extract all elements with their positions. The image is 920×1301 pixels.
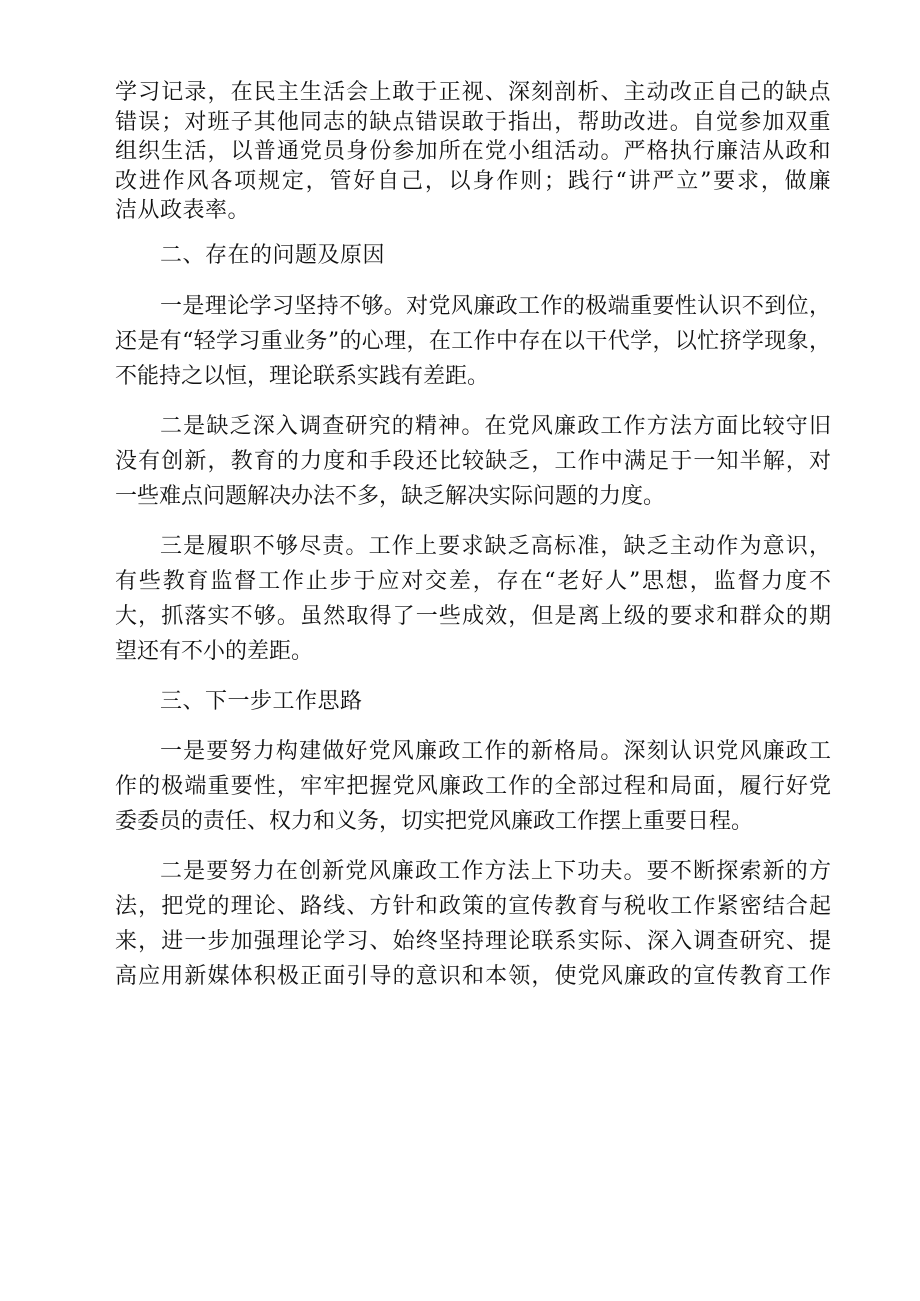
text-line: 学习记录，在民主生活会上敢于正视、深刻剖析、主动改正自己的缺点 xyxy=(115,80,831,105)
text-line: 望还有不小的差距。 xyxy=(115,638,314,664)
plan-paragraph-1 xyxy=(115,734,831,839)
text-line: 高应用新媒体积极正面引导的意识和本领，使党风廉政的宣传教育工作 xyxy=(115,963,831,989)
text-line: 来，进一步加强理论学习、始终坚持理论联系实际、深入调查研究、提 xyxy=(115,928,831,954)
problem-paragraph-3 xyxy=(115,529,831,669)
document-page xyxy=(115,78,831,994)
text-line: 三是履职不够尽责。工作上要求缺乏高标准，缺乏主动作为意识， xyxy=(160,533,831,559)
problem-paragraph-1 xyxy=(115,289,831,394)
text-line: 一些难点问题解决办法不多，缺乏解决实际问题的力度。 xyxy=(115,483,666,509)
text-line: 不能持之以恒，理论联系实践有差距。 xyxy=(115,363,490,389)
continuation-paragraph xyxy=(115,78,831,226)
text-line: 有些教育监督工作止步于应对交差，存在“老好人”思想，监督力度不 xyxy=(115,568,831,594)
text-line: 作的极端重要性，牢牢把握党风廉政工作的全部过程和局面，履行好党 xyxy=(115,773,831,799)
text-line: 一是要努力构建做好党风廉政工作的新格局。深刻认识党风廉政工 xyxy=(160,738,831,764)
section-heading-next-steps: 三、下一步工作思路 xyxy=(160,688,363,714)
plan-paragraph-2 xyxy=(115,854,831,994)
section-heading-problems: 二、存在的问题及原因 xyxy=(160,242,386,268)
text-line: 二是要努力在创新党风廉政工作方法上下功夫。要不断探索新的方 xyxy=(160,858,831,884)
text-line: 错误；对班子其他同志的缺点错误敢于指出，帮助改进。自觉参加双重 xyxy=(115,109,831,135)
text-line: 没有创新，教育的力度和手段还比较缺乏，工作中满足于一知半解，对 xyxy=(115,448,831,474)
text-line: 委委员的责任、权力和义务，切实把党风廉政工作摆上重要日程。 xyxy=(115,808,754,834)
text-line: 二是缺乏深入调查研究的精神。在党风廉政工作方法方面比较守旧 xyxy=(160,413,831,439)
text-line: 洁从政表率。 xyxy=(115,198,251,223)
text-line: 还是有“轻学习重业务”的心理，在工作中存在以干代学，以忙挤学现象， xyxy=(115,328,831,354)
text-line: 法，把党的理论、路线、方针和政策的宣传教育与税收工作紧密结合起 xyxy=(115,893,831,919)
text-line: 组织生活，以普通党员身份参加所在党小组活动。严格执行廉洁从政和 xyxy=(115,139,831,164)
problem-paragraph-2 xyxy=(115,409,831,514)
text-line: 一是理论学习坚持不够。对党风廉政工作的极端重要性认识不到位， xyxy=(160,293,831,319)
text-line: 大，抓落实不够。虽然取得了一些成效，但是离上级的要求和群众的期 xyxy=(115,603,831,629)
text-line: 改进作风各项规定，管好自己，以身作则；践行“讲严立”要求，做廉 xyxy=(115,168,831,194)
